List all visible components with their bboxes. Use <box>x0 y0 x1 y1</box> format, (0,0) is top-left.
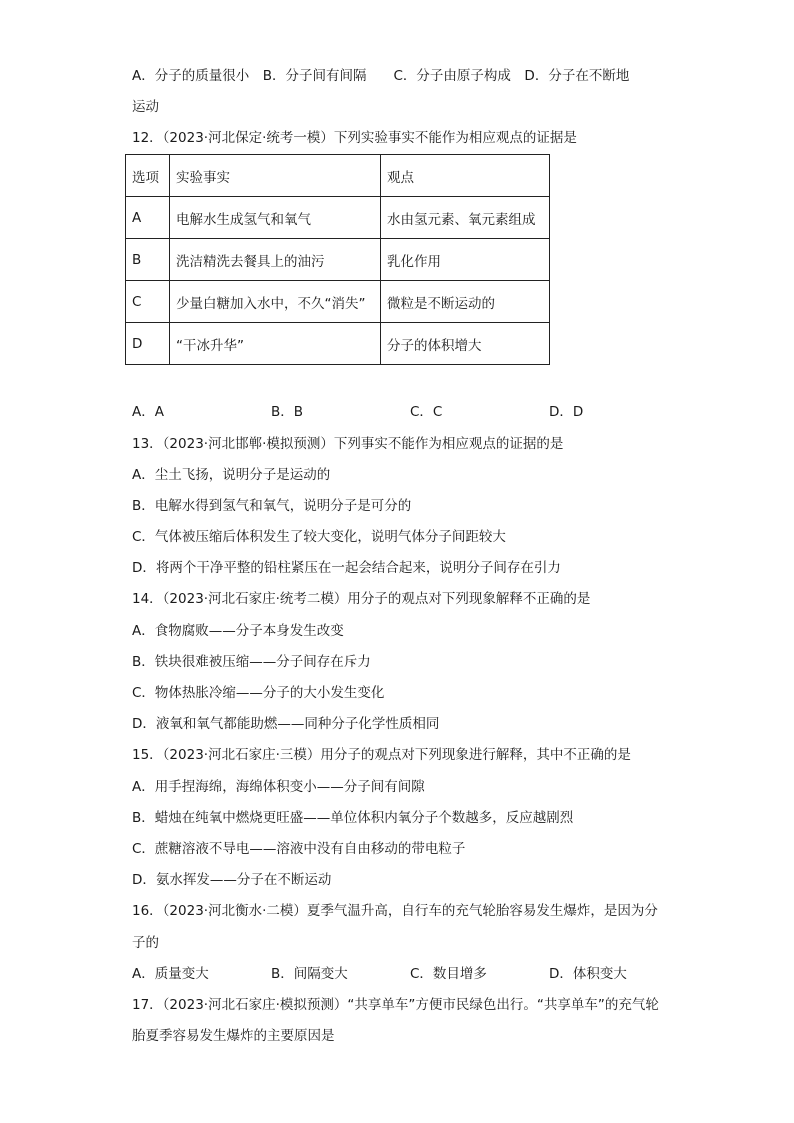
table-header-cell: 实验事实 <box>170 155 381 197</box>
q16-option-b: B．间隔变大 <box>271 966 348 982</box>
q17-stem: 17．（2023·河北石家庄·模拟预测）“共享单车”方便市民绿色出行。“共享单车”的充气轮 <box>132 997 659 1013</box>
q15-stem: 15．（2023·河北石家庄·三模）用分子的观点对下列现象进行解释，其中不正确的是 <box>132 747 631 763</box>
q16-stem-continued: 子的 <box>132 935 159 951</box>
q11-options-line: A．分子的质量很小 B．分子间有间隔 C．分子由原子构成 D．分子在不断地 <box>132 68 630 84</box>
table-header-cell: 选项 <box>126 155 170 197</box>
q12-table <box>125 154 550 365</box>
q16-stem: 16．（2023·河北衡水·二模）夏季气温升高，自行车的充气轮胎容易发生爆炸，是因为分 <box>132 903 658 919</box>
q13-option-b: B．电解水得到氢气和氧气，说明分子是可分的 <box>132 498 412 514</box>
q13-option-c: C．气体被压缩后体积发生了较大变化，说明气体分子间距较大 <box>132 529 506 545</box>
table-row <box>126 281 550 323</box>
q12-option-a: A．A <box>132 404 164 420</box>
table-cell: D <box>126 323 170 365</box>
q15-option-d: D．氨水挥发——分子在不断运动 <box>132 872 332 888</box>
table-cell: 分子的体积增大 <box>381 323 550 365</box>
q12-stem: 12．（2023·河北保定·统考一模）下列实验事实不能作为相应观点的证据是 <box>132 130 577 146</box>
table-cell: 电解水生成氢气和氧气 <box>170 197 381 239</box>
q16-option-a: A．质量变大 <box>132 966 209 982</box>
q14-option-a: A．食物腐败——分子本身发生改变 <box>132 623 344 639</box>
q16-option-c: C．数目增多 <box>410 966 487 982</box>
table-cell: 微粒是不断运动的 <box>381 281 550 323</box>
table-cell: 少量白糖加入水中，不久“消失” <box>170 281 381 323</box>
q13-option-a: A．尘土飞扬，说明分子是运动的 <box>132 467 331 483</box>
q15-option-b: B．蜡烛在纯氧中燃烧更旺盛——单位体积内氧分子个数越多，反应越剧烈 <box>132 810 574 826</box>
q15-option-c: C．蔗糖溶液不导电——溶液中没有自由移动的带电粒子 <box>132 841 466 857</box>
table-cell: B <box>126 239 170 281</box>
q13-option-d: D．将两个干净平整的铅柱紧压在一起会结合起来，说明分子间存在引力 <box>132 560 561 576</box>
q13-stem: 13．（2023·河北邯郸·模拟预测）下列事实不能作为相应观点的证据的是 <box>132 436 564 452</box>
q17-stem-continued: 胎夏季容易发生爆炸的主要原因是 <box>132 1028 335 1044</box>
q14-option-c: C．物体热胀冷缩——分子的大小发生变化 <box>132 685 385 701</box>
table-row <box>126 323 550 365</box>
table-cell: A <box>126 197 170 239</box>
q12-option-d: D．D <box>549 404 584 420</box>
table-header-row <box>126 155 550 197</box>
table-row <box>126 197 550 239</box>
q16-option-d: D．体积变大 <box>549 966 627 982</box>
table-header-cell: 观点 <box>381 155 550 197</box>
q11-options-line-continued: 运动 <box>132 99 159 115</box>
q14-option-d: D．液氧和氧气都能助燃——同种分子化学性质相同 <box>132 716 440 732</box>
table-cell: 水由氢元素、氧元素组成 <box>381 197 550 239</box>
table-cell: C <box>126 281 170 323</box>
table-cell: 洗洁精洗去餐具上的油污 <box>170 239 381 281</box>
q14-option-b: B．铁块很难被压缩——分子间存在斥力 <box>132 654 371 670</box>
q15-option-a: A．用手捏海绵，海绵体积变小——分子间有间隙 <box>132 779 425 795</box>
q12-option-c: C．C <box>410 404 443 420</box>
q14-stem: 14．（2023·河北石家庄·统考二模）用分子的观点对下列现象解释不正确的是 <box>132 591 591 607</box>
table-cell: “干冰升华” <box>170 323 381 365</box>
table-row <box>126 239 550 281</box>
q12-option-b: B．B <box>271 404 304 420</box>
table-cell: 乳化作用 <box>381 239 550 281</box>
